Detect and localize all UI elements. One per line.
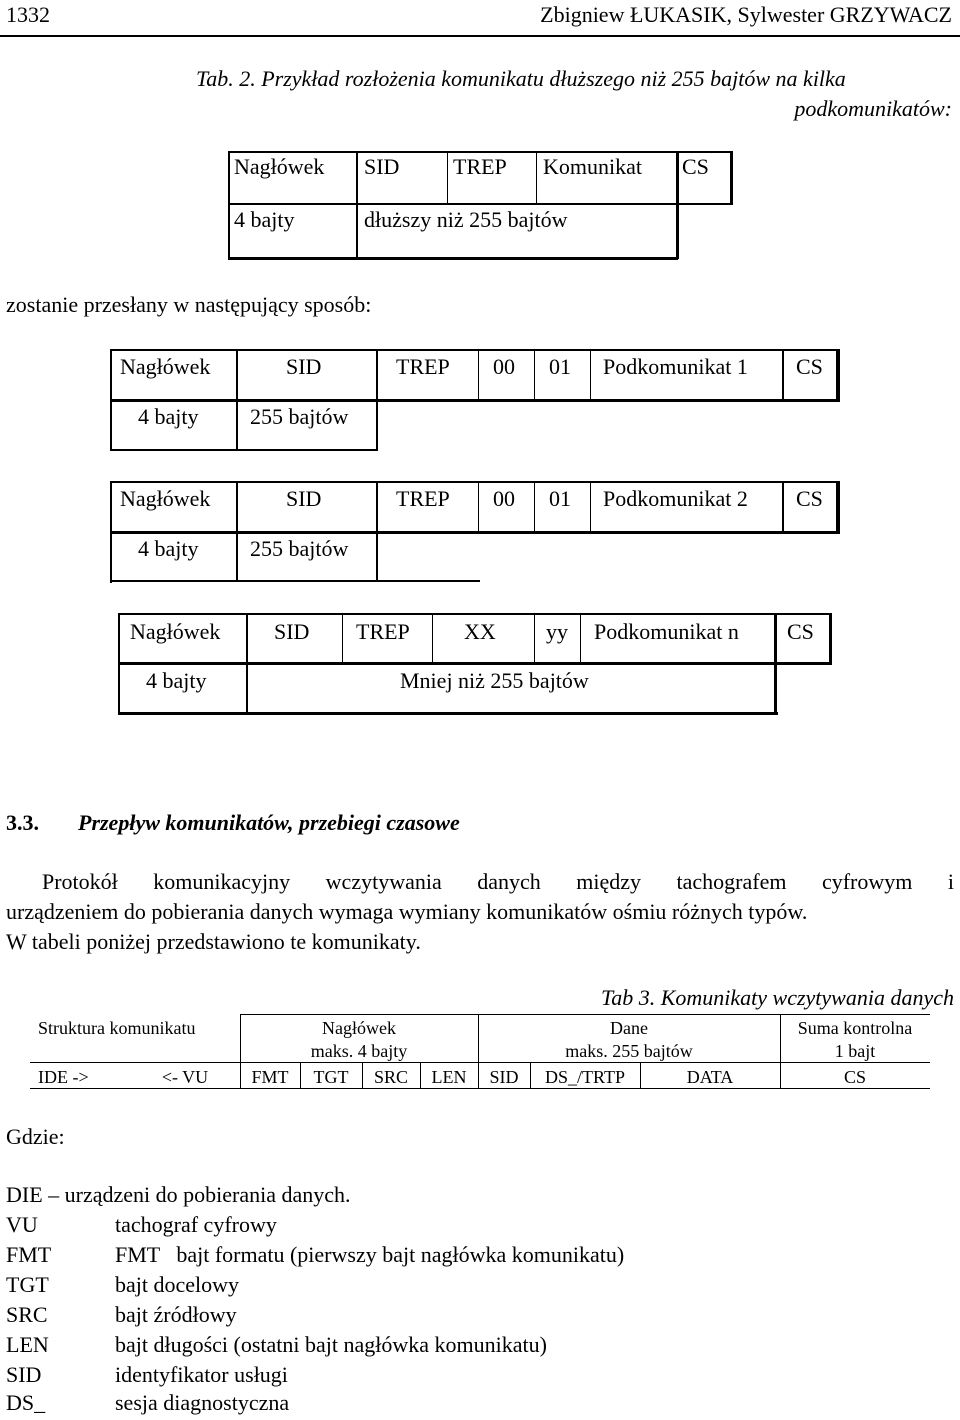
tab3-vu-cell: <- VU bbox=[161, 1067, 209, 1087]
sub1-payload-size: 255 bajtów bbox=[250, 404, 349, 429]
tab3-len-cell: LEN bbox=[431, 1067, 467, 1087]
legend-key: VU bbox=[6, 1212, 38, 1237]
subn-header-size: 4 bajty bbox=[146, 668, 207, 693]
sub1-byte-00: 00 bbox=[493, 354, 515, 379]
subn-header-cell: Nagłówek bbox=[130, 619, 221, 644]
sub2-cs-cell: CS bbox=[796, 486, 823, 511]
tab3-cs-cell: CS bbox=[843, 1067, 867, 1087]
tab2-caption-line2: podkomunikatów: bbox=[794, 96, 952, 121]
main-header-cell: Nagłówek bbox=[234, 154, 325, 179]
tab3-fmt-cell: FMT bbox=[251, 1067, 289, 1087]
section-paragraph bbox=[6, 867, 954, 957]
paragraph-line-2: urządzeniem do pobierania danych wymaga wymiany komunikatów ośmiu różnych typów. bbox=[6, 899, 808, 924]
sub1-sid-cell: SID bbox=[286, 354, 322, 379]
legend-value: bajt długości (ostatni bajt nagłówka komunikatu) bbox=[115, 1332, 547, 1357]
sub1-header-size: 4 bajty bbox=[138, 404, 199, 429]
paragraph-line-3: W tabeli poniżej przedstawiono te komunikaty. bbox=[6, 929, 421, 954]
subn-cs-cell: CS bbox=[787, 619, 814, 644]
sub2-trep-cell: TREP bbox=[396, 486, 450, 511]
legend-value: FMT bajt formatu (pierwszy bajt nagłówka komunikatu) bbox=[115, 1242, 625, 1267]
main-cs-cell: CS bbox=[682, 154, 709, 179]
legend-key: TGT bbox=[6, 1272, 49, 1297]
legend-key: FMT bbox=[6, 1242, 52, 1267]
sub1-header-cell: Nagłówek bbox=[120, 354, 211, 379]
subn-byte-yy: yy bbox=[546, 619, 568, 644]
subn-sid-cell: SID bbox=[274, 619, 310, 644]
page-number: 1332 bbox=[6, 2, 50, 27]
main-trep-cell: TREP bbox=[453, 154, 507, 179]
main-message-cell: Komunikat bbox=[543, 154, 642, 179]
tab3-header-label: Nagłówek bbox=[322, 1018, 396, 1038]
sub1-trep-cell: TREP bbox=[396, 354, 450, 379]
authors: Zbigniew ŁUKASIK, Sylwester GRZYWACZ bbox=[540, 2, 952, 27]
tab3-src-cell: SRC bbox=[373, 1067, 409, 1087]
legend-key: DS_ bbox=[6, 1390, 46, 1415]
subn-payload-cell: Podkomunikat n bbox=[594, 619, 739, 644]
tab3-ds-trtp-cell: DS_/TRTP bbox=[545, 1067, 625, 1087]
legend-value: bajt docelowy bbox=[115, 1272, 240, 1297]
tab3-structure-label: Struktura komunikatu bbox=[38, 1018, 196, 1038]
section-number: 3.3. bbox=[6, 810, 39, 835]
tab3-ide-cell: IDE -> bbox=[38, 1067, 89, 1087]
tab3-checksum-sub: 1 bajt bbox=[834, 1041, 876, 1061]
legend-value: tachograf cyfrowy bbox=[115, 1212, 277, 1237]
tab3-tgt-cell: TGT bbox=[313, 1067, 349, 1087]
paragraph-line-1: Protokół komunikacyjny wczytywania danych między tachografem cyfrowym i bbox=[42, 869, 954, 894]
sub2-sid-cell: SID bbox=[286, 486, 322, 511]
tab3-checksum-label: Suma kontrolna bbox=[797, 1018, 913, 1038]
legend-value: sesja diagnostyczna bbox=[115, 1390, 290, 1415]
subn-payload-size: Mniej niż 255 bajtów bbox=[400, 668, 589, 693]
section-title: Przepływ komunikatów, przebiegi czasowe bbox=[78, 810, 460, 835]
legend-value: bajt źródłowy bbox=[115, 1302, 237, 1327]
tab3-data-label: Dane bbox=[610, 1018, 648, 1038]
tab3-data-cell: DATA bbox=[686, 1067, 734, 1087]
legend-key: SRC bbox=[6, 1302, 48, 1327]
tab3-header-sub: maks. 4 bajty bbox=[310, 1041, 408, 1061]
legend-value: identyfikator usługi bbox=[115, 1362, 288, 1387]
legend-key: SID bbox=[6, 1362, 42, 1387]
sub2-payload-size: 255 bajtów bbox=[250, 536, 349, 561]
sub2-payload-cell: Podkomunikat 2 bbox=[603, 486, 748, 511]
tab3-data-sub: maks. 255 bajtów bbox=[565, 1041, 693, 1061]
subn-byte-xx: XX bbox=[464, 619, 496, 644]
sub1-cs-cell: CS bbox=[796, 354, 823, 379]
main-header-size: 4 bajty bbox=[234, 207, 295, 232]
tab3-caption: Tab 3. Komunikaty wczytywania danych bbox=[601, 985, 954, 1010]
sub2-header-cell: Nagłówek bbox=[120, 486, 211, 511]
tab2-caption-line1: Tab. 2. Przykład rozłożenia komunikatu dłuższego niż 255 bajtów na kilka bbox=[196, 66, 846, 91]
sub1-byte-01: 01 bbox=[549, 354, 571, 379]
sub2-header-size: 4 bajty bbox=[138, 536, 199, 561]
sub2-byte-00: 00 bbox=[493, 486, 515, 511]
legend-title: Gdzie: bbox=[6, 1124, 65, 1149]
sub2-byte-01: 01 bbox=[549, 486, 571, 511]
main-sid-cell: SID bbox=[364, 154, 400, 179]
transition-text: zostanie przesłany w następujący sposób: bbox=[6, 292, 372, 317]
subn-trep-cell: TREP bbox=[356, 619, 410, 644]
legend-first-line: DIE – urządzeni do pobierania danych. bbox=[6, 1182, 351, 1207]
tab3-sid-cell: SID bbox=[489, 1067, 519, 1087]
header-rule bbox=[0, 35, 960, 37]
main-message-size: dłuższy niż 255 bajtów bbox=[364, 207, 568, 232]
sub1-payload-cell: Podkomunikat 1 bbox=[603, 354, 748, 379]
legend-key: LEN bbox=[6, 1332, 49, 1357]
